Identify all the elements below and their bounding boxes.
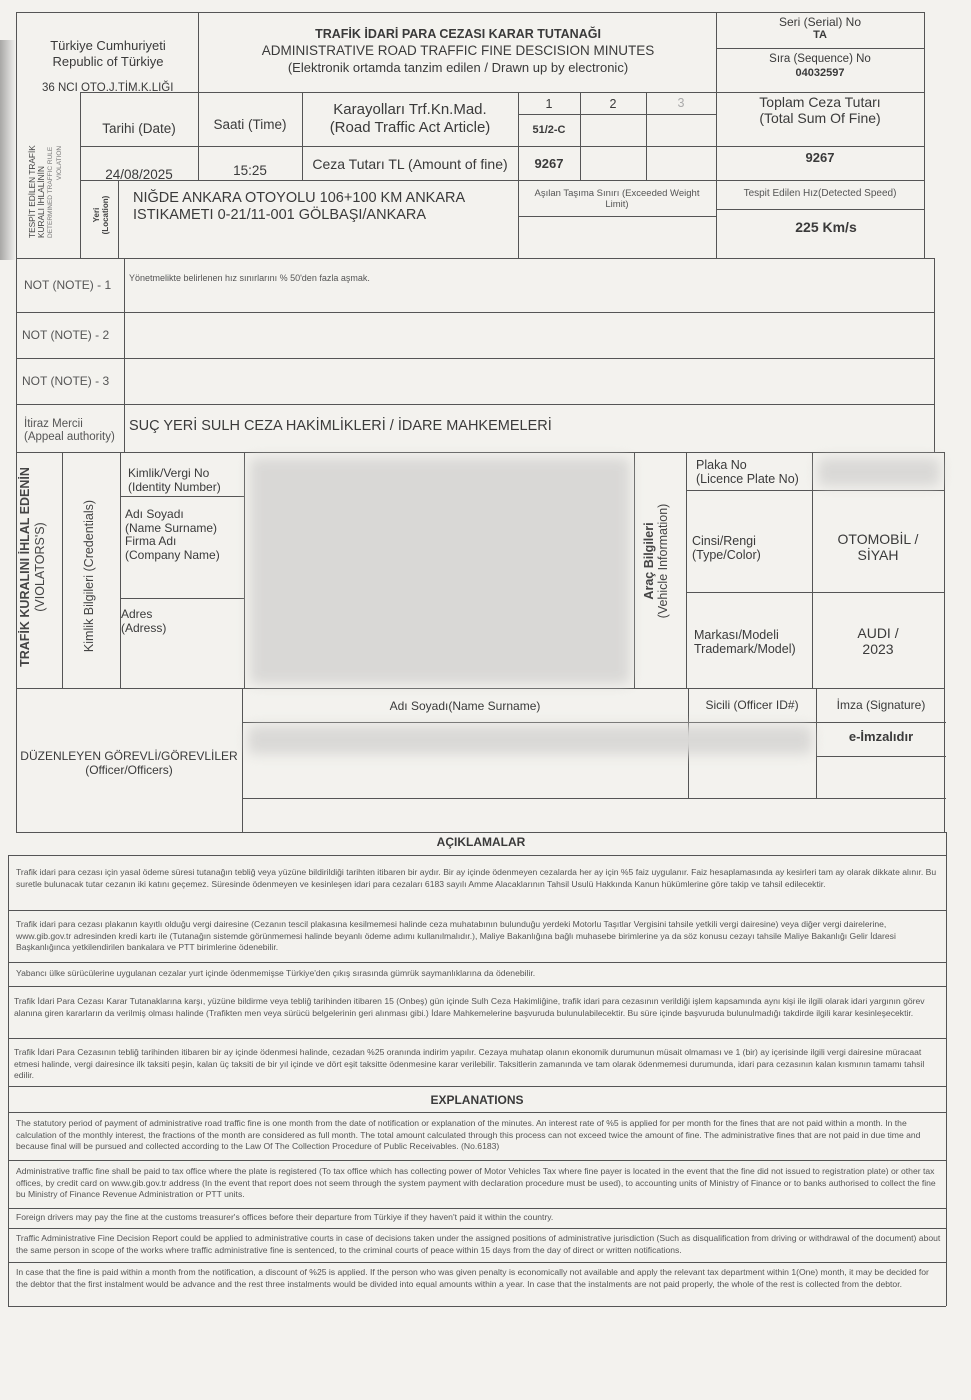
explanation-tr-5: Trafik İdari Para Cezasının tebliğ tarihinden itibaren bir ay içinde ödenmesi halinde, cezadan %25 oranında indirim yapılır. Cezaya muhatap olanın ekonomik durumunun müsait olmaması ve 1 (bir) ay içerisinde ilgili vergi dairesine müracaat etmesi halinde, vergi dairesince ilk taksiti peşin, kalan üç taksiti de bir yıl içinde ve dört eşit taksitte ödenmesine karar verilebilir. Taksitlerin zamanında ve tam olarak ödenmemesi durumunda, idari para cezasının kalan kısmının tamamı tahsil edilir. bbox=[14, 1047, 925, 1080]
article-value: 51/2-C bbox=[532, 124, 566, 136]
exceeded-weight-label: Aşılan Taşıma Sınırı (Exceeded Weight bbox=[534, 188, 700, 199]
rule bbox=[16, 258, 934, 259]
note-3-label: NOT (NOTE) - 3 bbox=[22, 374, 110, 388]
note-1-text: Yönetmelikte belirlenen hız sınırlarını % 50'den fazla aşmak. bbox=[129, 273, 370, 283]
rule bbox=[120, 452, 121, 688]
signature-value: e-İmzalıdır bbox=[848, 729, 914, 744]
violator-side-label: TRAFİK KURALINI İHLAL EDENİN (VIOLATORS'S) bbox=[18, 467, 47, 667]
brand-value: AUDI / 2023 bbox=[857, 625, 899, 657]
rule bbox=[80, 146, 924, 147]
officer-label: DÜZENLEYEN GÖREVLİ/GÖREVLİLER (Officer/Officers) bbox=[20, 749, 238, 777]
explanation-en-4: Traffic Administrative Fine Decision Report could be applied to administrative courts in case of decisions taken under the assigned positions of administrative jurisdiction (Such as disqualification from driving or withdrawal of the document) about the same person in scope of the works where traffic administrative fine is sentenced, to the criminal courts of peace within 15 days from the day of direct or written notifications. bbox=[16, 1233, 941, 1255]
officer-name-header: Adı Soyadı(Name Surname) bbox=[389, 699, 541, 713]
amount-label: Ceza Tutarı TL (Amount of fine) bbox=[312, 156, 508, 172]
rule bbox=[8, 910, 946, 911]
rule bbox=[80, 180, 924, 181]
appeal-label-en: (Appeal authority) bbox=[24, 431, 115, 443]
plate-label: Plaka No (Licence Plate No) bbox=[696, 458, 799, 486]
rule bbox=[16, 358, 934, 359]
rule bbox=[716, 48, 924, 49]
scan-shadow bbox=[0, 40, 16, 260]
rule bbox=[8, 855, 946, 856]
col-2-header: 2 bbox=[609, 97, 617, 111]
name-label: Adı Soyadı (Name Surname) Firma Adı (Company Name) bbox=[125, 507, 220, 562]
rule bbox=[8, 962, 946, 963]
brand-label: Markası/Modeli Trademark/Model) bbox=[694, 628, 796, 656]
rule bbox=[124, 258, 125, 452]
issuing-unit: 36 NCI OTO.J.TİM.K.LIĞI bbox=[42, 82, 174, 94]
country-tr: Türkiye Cumhuriyeti bbox=[50, 38, 166, 53]
rule bbox=[934, 258, 935, 452]
rule bbox=[686, 452, 687, 688]
exceeded-weight-label-2: Limit) bbox=[605, 199, 629, 210]
redacted-violator-info bbox=[250, 458, 630, 684]
explanation-en-3: Foreign drivers may pay the fine at the customs treasurer's offices before their departure from Türkiye if they haven't paid it within the country. bbox=[16, 1212, 554, 1222]
detected-speed-value: 225 Km/s bbox=[795, 219, 857, 235]
date-value: 24/08/2025 bbox=[105, 167, 173, 182]
detected-speed-label: Tespit Edilen Hız(Detected Speed) bbox=[743, 188, 897, 199]
note-1-label: NOT (NOTE) - 1 bbox=[24, 278, 112, 292]
explanation-en-2: Administrative traffic fine shall be paid to tax office where the plate is registered (To tax office which has collecting power of Motor Vehicles Tax where fine payer is located in the event that the fine did not issued to registration plate) or other tax offices, by credit card on www.gib.gov.tr address (In the event that report does not seem through the system payment with declaration procedure must be used), to accounting units of Ministry of Finance or to banks authorised to collect the fine bu Ministry of Finance Revenue Administration or PTT units. bbox=[16, 1166, 936, 1199]
rule bbox=[16, 404, 934, 405]
rule bbox=[242, 798, 946, 799]
note-2-label: NOT (NOTE) - 2 bbox=[22, 328, 110, 342]
redacted-plate bbox=[818, 458, 940, 486]
rule bbox=[8, 1038, 946, 1039]
date-label: Tarihi (Date) bbox=[102, 121, 176, 136]
total-label-en: (Total Sum Of Fine) bbox=[759, 110, 881, 126]
col-1-header: 1 bbox=[545, 97, 553, 111]
rule bbox=[686, 592, 944, 593]
violation-side-label: TESPİT EDİLEN TRAFİK KURALI İHLALİNİN DETERMINED TRAFFIC RULE VIOLATION bbox=[27, 145, 63, 238]
rule bbox=[944, 452, 945, 832]
rule bbox=[16, 452, 944, 453]
rule bbox=[8, 1228, 946, 1229]
credentials-label: Kimlik Bilgileri (Credentials) bbox=[82, 499, 96, 653]
rule bbox=[118, 180, 119, 258]
appeal-label: İtiraz Mercii bbox=[24, 418, 83, 430]
serial-label: Seri (Serial) No bbox=[778, 15, 862, 29]
rule bbox=[16, 312, 934, 313]
identity-label: Kimlik/Vergi No (Identity Number) bbox=[128, 466, 221, 494]
vehicle-side-label: Araç Bilgileri (Vehicle Information) bbox=[642, 503, 670, 619]
rule bbox=[8, 1112, 946, 1113]
explanation-en-5: In case that the fine is paid within a month from the notification, a discount of %25 is applied. If the person who was given penalty is economically not available and apply the relevant tax department within 1(One) month, it may be decided for the debtor that the first instalment would be advance and the rest three instalments would be divided into equal amounts within a year. In case that the instalments are not paid properly, the whole of the rest is collected from the debtor. bbox=[16, 1267, 929, 1289]
document-title-tr: TRAFİK İDARİ PARA CEZASI KARAR TUTANAĞI bbox=[315, 27, 601, 41]
explanations-en-title: EXPLANATIONS bbox=[430, 1093, 524, 1107]
sequence-label: Sıra (Sequence) No bbox=[769, 53, 871, 65]
type-value: OTOMOBİL / SİYAH bbox=[837, 531, 919, 563]
explanation-tr-1: Trafik idari para cezası için yasal ödeme süresi tutanağın tebliğ veya yüzüne bildirildiği tarihten itibaren bir aydır. Bir ay içinde ödenmeyen cezalarda her ay için %5 faiz uygulanır. Faiz hesaplamasında ay kesirleri tam ay olarak dikkate alınır. Bu suretle bulunacak tutar cezanın iki katını geçemez. Süresinde ödenmeyen ve kesinleşen idari para cezaları 6183 sayılı Amme Alacaklarının Tahsil Usulü Hakkında Kanun hükümlerine göre takip ve tahsil edilecektir. bbox=[16, 867, 937, 889]
total-value: 9267 bbox=[805, 150, 835, 165]
article-label: Karayolları Trf.Kn.Mad. bbox=[333, 101, 487, 118]
officer-id-header: Sicili (Officer ID#) bbox=[705, 698, 799, 712]
country-en: Republic of Türkiye bbox=[52, 54, 164, 69]
rule bbox=[716, 209, 924, 210]
redacted-officer bbox=[248, 726, 812, 754]
document-title-en: ADMINISTRATIVE ROAD TRAFFIC FINE DESCISION MINUTES bbox=[261, 43, 655, 58]
article-label-en: (Road Traffic Act Article) bbox=[329, 119, 491, 136]
explanation-tr-4: Trafik İdari Para Cezası Karar Tutanaklarına karşı, yüzüne bildirme veya tebliğ tarihinden itibaren 15 (Onbeş) gün içinde Sulh Ceza Hakimliğine, trafik idari para cezasının verildiği işlem kapsamında aynı kişi ile ilgili olarak idari yargının görev alanına giren kararların da verilmiş olması halinde (Trafikten men veya sürücü belgelerinin geri alınması gibi.) İdare Mahkemelerine başvuruda bulunulabilecektir. Bu süre içinde başvuruda bulunulmadığı takdirde ilgili karar kesinleşecektir. bbox=[14, 996, 925, 1018]
time-value: 15:25 bbox=[233, 163, 267, 178]
signature-header: İmza (Signature) bbox=[836, 698, 926, 712]
rule bbox=[62, 452, 63, 688]
rule bbox=[8, 1306, 946, 1307]
type-label: Cinsi/Rengi (Type/Color) bbox=[692, 534, 761, 562]
rule bbox=[16, 832, 946, 833]
document-subtitle: (Elektronik ortamda tanzim edilen / Drawn up by electronic) bbox=[287, 60, 629, 75]
rule bbox=[634, 452, 635, 688]
explanation-tr-2: Trafik idari para cezası plakanın kayıtlı olduğu vergi dairesine (Cezanın tescil plakasına kesilmemesi halinde ceza muhatabının bulunduğu yerdeki Motorlu Taşıtlar Vergisini tahsile yetkili vergi dairesine) veya diğer vergi dairelerine, www.gib.gov.tr adresinden kredi kartı ile (Tutanağın sistemde görünmemesi halinde beyanlı ödeme adımı kullanılmalıdır.), Maliye Bakanlığına bağlı muhasebe birimlerine ya da söz konusu cezayı tahsile Maliye Bakanlığı Gelir İdaresi Başkanlığınca yetkilendirilen bankalara ve PTT birimlerine ödenebilir. bbox=[16, 919, 896, 952]
rule bbox=[816, 756, 946, 757]
rule bbox=[16, 12, 17, 832]
location-line-2: ISTIKAMETI 0-21/11-001 GÖLBAŞI/ANKARA bbox=[133, 207, 427, 223]
rule bbox=[8, 1160, 946, 1161]
time-label: Saati (Time) bbox=[213, 117, 287, 132]
rule bbox=[198, 12, 199, 180]
amount-value: 9267 bbox=[534, 156, 564, 171]
serial-value: TA bbox=[813, 29, 827, 41]
rule bbox=[8, 1086, 946, 1087]
rule bbox=[16, 12, 924, 13]
sequence-value: 04032597 bbox=[795, 67, 845, 79]
rule bbox=[244, 452, 245, 688]
rule bbox=[120, 496, 244, 497]
rule bbox=[8, 855, 9, 1306]
location-label: Yeri (Location) bbox=[92, 195, 110, 235]
address-label: Adres (Adress) bbox=[121, 607, 167, 635]
appeal-authority: SUÇ YERİ SULH CEZA HAKİMLİKLERİ / İDARE MAHKEMELERİ bbox=[129, 418, 552, 434]
rule bbox=[16, 688, 944, 689]
rule bbox=[120, 598, 244, 599]
rule bbox=[518, 114, 716, 115]
rule bbox=[242, 722, 946, 723]
rule bbox=[686, 490, 944, 491]
rule bbox=[946, 832, 947, 1306]
col-3-header: 3 bbox=[677, 96, 685, 110]
rule bbox=[8, 1262, 946, 1263]
rule bbox=[8, 986, 946, 987]
rule bbox=[8, 1208, 946, 1209]
rule bbox=[80, 92, 924, 93]
total-label: Toplam Ceza Tutarı bbox=[759, 94, 881, 110]
rule bbox=[518, 92, 519, 258]
explanation-en-1: The statutory period of payment of administrative road traffic fine is one month from the date of notification or explanation of the minutes. An interest rate of %5 is applied for per month for the fines that are not paid within a month. In the calculation of the monthly interest, the fractions of the month are considered as full month. The total amount calculated through this process can not exceed twice the amount of fine. The administrative fines that are not paid in due time and because final will be pursued and collected according to the Law Of The Collection Procedure of Public Receivables. (No.6183) bbox=[16, 1118, 921, 1151]
rule bbox=[518, 216, 716, 217]
explanations-tr-title: AÇIKLAMALAR bbox=[436, 835, 526, 849]
location-line-1: NIĞDE ANKARA OTOYOLU 106+100 KM ANKARA bbox=[133, 190, 466, 206]
explanation-tr-3: Yabancı ülke sürücülerine uygulanan cezalar yurt içinde ödenmemişse Türkiye'den çıkış sırasında gümrük saymanlıklarına da ödenebilir. bbox=[16, 968, 536, 978]
